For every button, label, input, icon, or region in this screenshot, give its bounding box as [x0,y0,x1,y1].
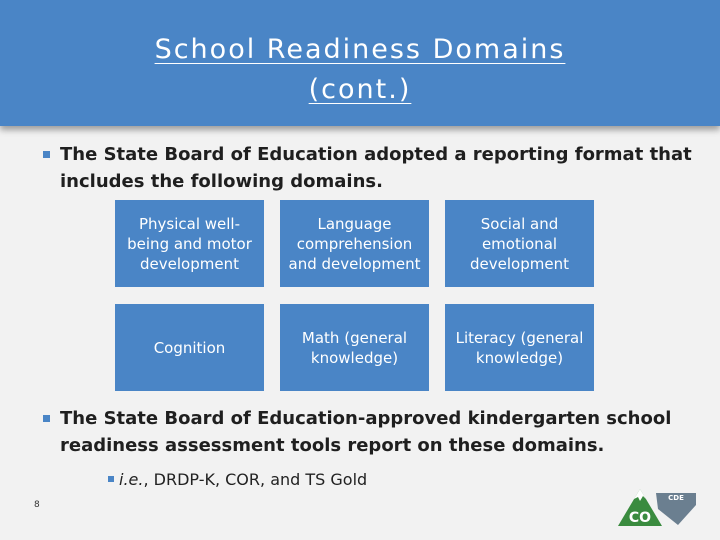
domain-box: Social and emotional development [445,200,594,287]
domain-box: Literacy (general knowledge) [445,304,594,391]
bullet-reporting-format [60,141,700,195]
bullet-square-icon [43,151,50,158]
sub-bullet-text: , DRDP-K, COR, and TS Gold [143,470,368,489]
bullet-text: The State Board of Education adopted a reporting format that includes the following domains. [60,144,692,192]
domain-box: Physical well-being and motor development [115,200,264,287]
title-banner [0,0,720,126]
logo-cde-text: CDE [668,494,684,502]
page-number: 8 [34,500,40,510]
slide-title-line-2: (cont.) [308,74,412,105]
domains-grid [115,200,593,391]
bullet-assessment-tools [60,405,700,459]
bullet-square-icon [43,415,50,422]
slide-title [0,30,720,110]
cde-logo [618,485,698,527]
sub-bullet-tools [119,468,367,492]
domain-box: Math (general knowledge) [280,304,429,391]
slide-title-line-1: School Readiness Domains [154,34,566,65]
logo-co-text: CO [628,510,652,526]
sub-bullet-prefix: i.e. [119,470,144,489]
domain-box: Cognition [115,304,264,391]
bullet-text: The State Board of Education-approved kindergarten school readiness assessment tools report on these domains. [60,408,672,456]
domain-box: Language comprehension and development [280,200,429,287]
sub-bullet-square-icon [108,476,114,482]
